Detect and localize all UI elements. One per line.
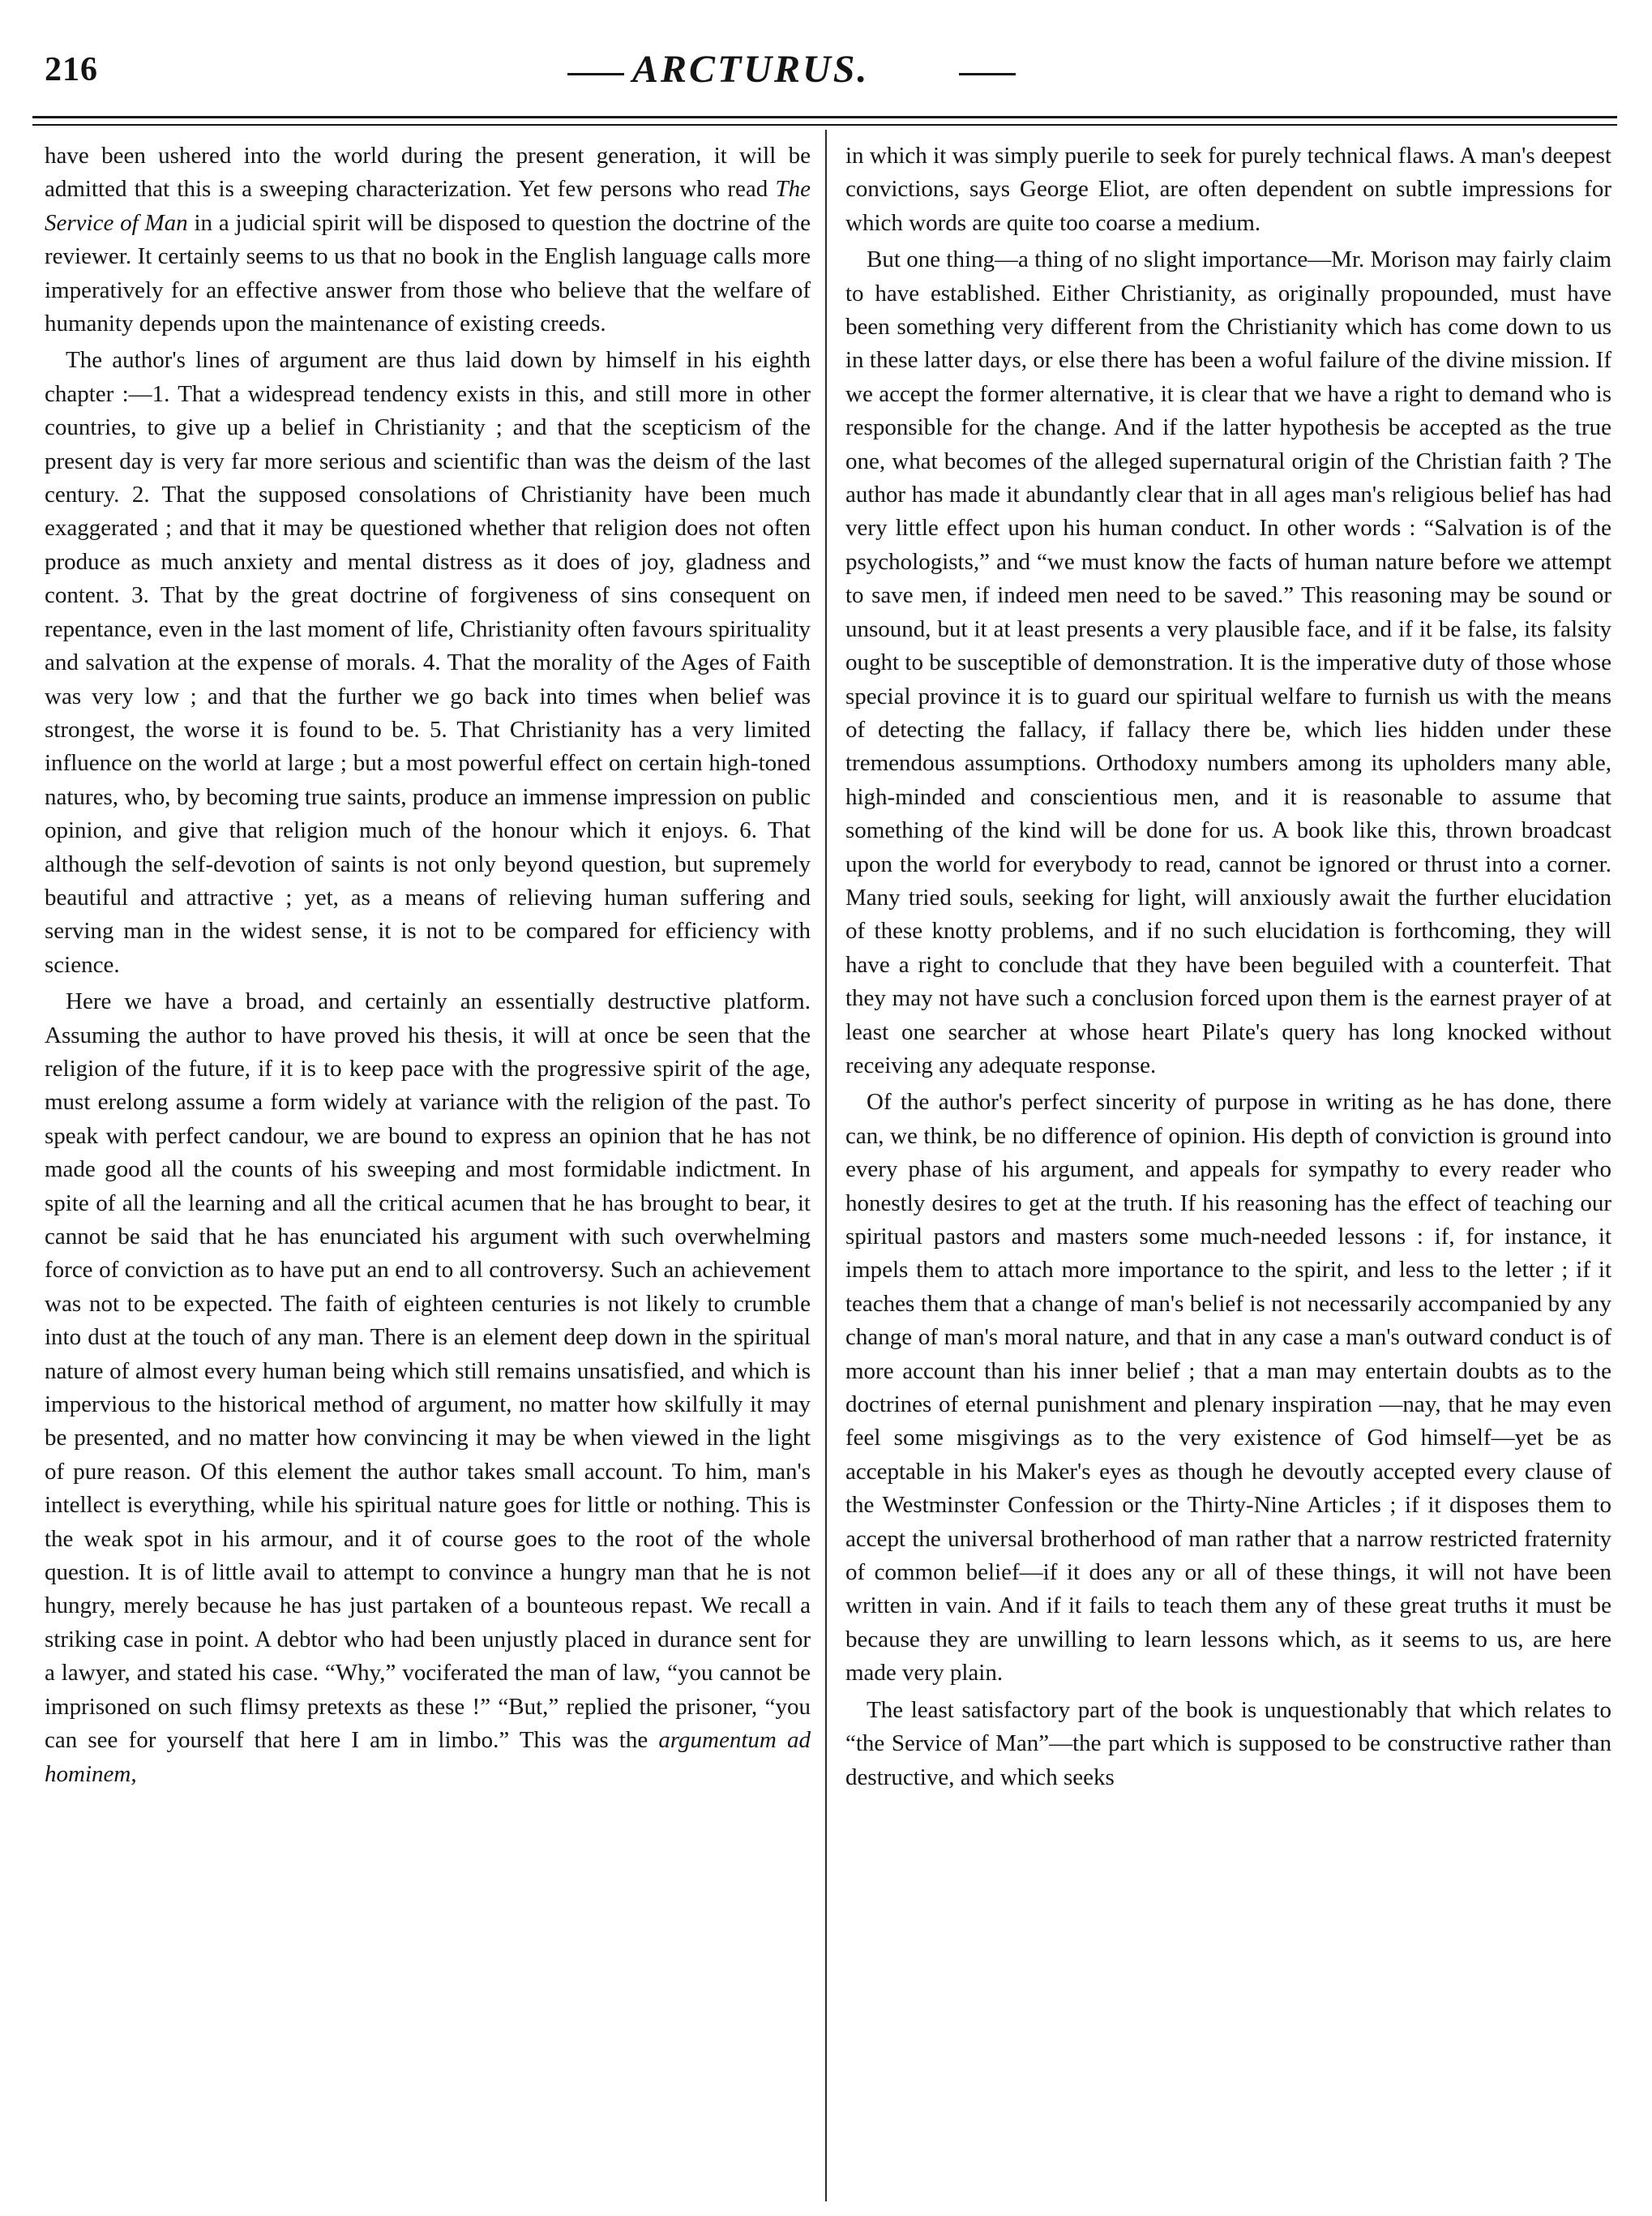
left-p1-text: have been ushered into the world during the present generation, it will be admitted that this is a sweeping characterization. Yet few persons who read [45,143,811,203]
left-paragraph-2: The author's lines of argument are thus laid down by himself in his eighth chapter :—1. That a widespread tendency exists in this, and still more in other countries, to give up a belief in Christianity ; and that the scepticism of the present day is very far more serious and scientific than was the deism of the last century. 2. That the supposed consolations of Christianity have been much exaggerated ; and that it may be questioned whether that religion does not often produce as much anxiety and mental distress as it does of joy, gladness and content. 3. That by the great doctrine of forgiveness of sins consequent on repentance, even in the last moment of life, Christianity often favours spirituality and salvation at the expense of morals. 4. That the morality of the Ages of Faith was very low ; and that the further we go back into times when belief was strongest, the worse it is found to be. 5. That Christianity has a very limited influence on the world at large ; but a most powerful effect on certain high-toned natures, who, by becoming true saints, produce an immense impression on public opinion, and give that religion much of the honour which it enjoys. 6. That although the self-devotion of saints is not only beyond question, but supremely beautiful and attractive ; yet, as a means of relieving human suffering and serving man in the widest sense, it is not to be compared for efficiency with science. [45,347,811,978]
right-column [845,139,1611,1794]
left-column [45,139,811,1791]
header-rule-thin [32,124,1617,126]
latin-phrase: argumentum ad hominem, [45,1727,811,1787]
book-title: The Service of Man [45,176,811,236]
page-number: 216 [45,51,98,88]
header-rule-thick [32,116,1617,118]
right-paragraph-1: in which it was simply puerile to seek for purely technical flaws. A man's deepest convictions, says George Eliot, are often dependent on subtle impressions for which words are quite too coarse a medium. [845,143,1611,236]
left-p3-text: Here we have a broad, and certainly an essentially destructive platform. Assuming the author to have proved his thesis, it will at once be seen that the religion of the future, if it is to keep pace with the progressive spirit of the age, must erelong assume a form widely at variance with the religion of the past. To speak with perfect candour, we are bound to express an opinion that he has not made good all the counts of his sweeping and most formidable indictment. In spite of all the learning and all the critical acumen that he has brought to bear, it cannot be said that he has enunciated his argument with such overwhelming force of conviction as to have put an end to all controversy. Such an achievement was not to be expected. The faith of eighteen centuries is not likely to crumble into dust at the touch of any man. There is an element deep down in the spiritual nature of almost every human being which still remains unsatisfied, and which is impervious to the historical method of argument, no matter how skilfully it may be presented, and no matter how convincing it may be when viewed in the light of pure reason. Of this element the author takes small account. To him, man's intellect is everything, while his spiritual nature goes for little or nothing. This is the weak spot in his armour, and it of course goes to the root of the whole question. It is of little avail to attempt to convince a hungry man that he is not hungry, merely because he has just partaken of a bounteous repast. We recall a striking case in point. A debtor who had been unjustly placed in durance sent for a lawyer, and stated his case. “Why,” vociferated the man of law, “you cannot be imprisoned on such flimsy pretexts as these !” “But,” replied the prisoner, “you can see for yourself that here I am in limbo.” This was the [45,988,811,1754]
page-header [0,0,1652,130]
right-paragraph-2: But one thing—a thing of no slight importance—Mr. Morison may fairly claim to have established. Either Christianity, as originally propounded, must have been something very different from the Christianity which has come down to us in these latter days, or else there has been a woful failure of the divine mission. If we accept the former alternative, it is clear that we have a right to demand who is responsible for the change. And if the latter hypothesis be accepted as the true one, what becomes of the alleged supernatural origin of the Christian faith ? The author has made it abundantly clear that in all ages man's religious belief has had very little effect upon his human conduct. In other words : “Salvation is of the psychologists,” and “we must know the facts of human nature before we attempt to save men, if indeed men need to be saved.” This reasoning may be sound or unsound, but it at least presents a very plausible face, and if it be false, its falsity ought to be susceptible of demonstration. It is the imperative duty of those whose special province it is to guard our spiritual welfare to furnish us with the means of detecting the fallacy, if fallacy there be, which lies hidden under these tremendous assumptions. Orthodoxy numbers among its upholders many able, high-minded and conscientious men, and it is reasonable to assume that something of the kind will be done for us. A book like this, thrown broadcast upon the world for everybody to read, cannot be ignored or thrust into a corner. Many tried souls, seeking for light, will anxiously await the further elucidation of these knotty problems, and if no such elucidation is forthcoming, they will have a right to conclude that they have been beguiled with a counterfeit. That they may not have such a conclusion forced upon them is the earnest prayer of at least one searcher at whose heart Pilate's query has long knocked without receiving any adequate response. [845,246,1611,1078]
title-dash-right [959,73,1016,75]
left-paragraph-1 [45,139,811,341]
left-p1-rest: in a judicial spirit will be disposed to question the doctrine of the reviewer. It certainly seems to us that no book in the English language calls more imperatively for an effective answer from those who believe that the welfare of humanity depends upon the maintenance of existing creeds. [45,209,811,337]
left-paragraph-3 [45,985,811,1791]
right-paragraph-4: The least satisfactory part of the book is unquestionably that which relates to “the Service of Man”—the part which is supposed to be constructive rather than destructive, and which seeks [845,1696,1611,1790]
right-paragraph-3: Of the author's perfect sincerity of purpose in writing as he has done, there can, we think, be no difference of opinion. His depth of conviction is ground into every phase of his argument, and appeals for sympathy to every reader who honestly desires to get at the truth. If his reasoning has the effect of teaching our spiritual pastors and masters some much-needed lessons : if, for instance, it impels them to attach more importance to the spirit, and less to the letter ; if it teaches them that a change of man's belief is not necessarily accompanied by any change of man's moral nature, and that in any case a man's outward conduct is of more account than his inner belief ; that a man may entertain doubts as to the doctrines of eternal punishment and plenary inspiration —nay, that he may even feel some misgivings as to the very existence of God himself—yet be as acceptable in his Maker's eyes as though he devoutly accepted every clause of the Westminster Confession or the Thirty-Nine Articles ; if it disposes them to accept the universal brotherhood of man rather that a narrow restricted fraternity of common belief—if it does any or all of these things, it will not have been written in vain. And if it fails to teach them any of these great truths it must be because they are unwilling to learn lessons which, as it seems to us, are here made very plain. [845,1089,1611,1687]
title-dash-left [567,73,624,75]
running-title: ARCTURUS. [632,48,870,91]
column-divider [825,130,827,2201]
